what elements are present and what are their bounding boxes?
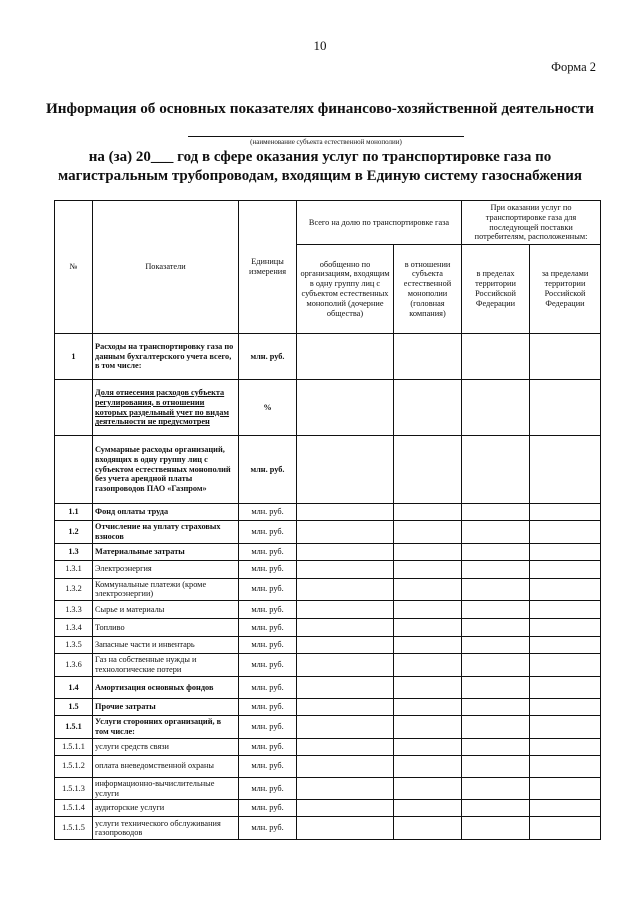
cell-aggregated[interactable] [297,619,394,637]
cell-within-rf[interactable] [462,436,530,504]
row-unit: млн. руб. [239,560,297,578]
row-indicator: Суммарные расходы организаций, входящих в одну группу лиц с субъектом естественных монополий без учета арендной платы газопроводов ПАО «Газпром» [93,436,239,504]
cell-outside-rf[interactable] [530,504,601,521]
row-number: 1.3.6 [55,654,93,677]
table-row [55,578,601,601]
row-number: 1.5.1.4 [55,800,93,817]
cell-outside-rf[interactable] [530,755,601,777]
cell-within-rf[interactable] [462,738,530,755]
row-unit: млн. руб. [239,637,297,654]
cell-regarding-entity[interactable] [394,755,462,777]
row-number: 1.3.3 [55,601,93,619]
header-within-rf: в пределах территории Российской Федерации [462,245,530,334]
cell-within-rf[interactable] [462,817,530,840]
table-row [55,755,601,777]
row-indicator: услуги технического обслуживания газопроводов [93,817,239,840]
cell-within-rf[interactable] [462,560,530,578]
row-number: 1.4 [55,677,93,699]
indicators-table [54,200,601,840]
cell-outside-rf[interactable] [530,716,601,739]
header-num: № [55,201,93,334]
cell-regarding-entity[interactable] [394,380,462,436]
row-number [55,436,93,504]
header-units: Единицы измерения [239,201,297,334]
table-row [55,699,601,716]
row-unit: млн. руб. [239,800,297,817]
row-indicator: Прочие затраты [93,699,239,716]
cell-aggregated[interactable] [297,601,394,619]
cell-outside-rf[interactable] [530,543,601,560]
cell-aggregated[interactable] [297,436,394,504]
row-number: 1.3.5 [55,637,93,654]
cell-aggregated[interactable] [297,560,394,578]
cell-within-rf[interactable] [462,619,530,637]
cell-within-rf[interactable] [462,755,530,777]
row-indicator: услуги средств связи [93,738,239,755]
cell-regarding-entity[interactable] [394,543,462,560]
cell-outside-rf[interactable] [530,699,601,716]
row-number: 1.5.1.5 [55,817,93,840]
row-indicator: аудиторские услуги [93,800,239,817]
table-row [55,637,601,654]
table-row [55,334,601,380]
subtitle-line-1: на (за) 20___ год в сфере оказания услуг по транспортировке газа по [88,149,552,165]
cell-outside-rf[interactable] [530,777,601,800]
row-indicator: оплата вневедомственной охраны [93,755,239,777]
row-number: 1.5 [55,699,93,716]
row-number: 1.5.1.2 [55,755,93,777]
table-row [55,738,601,755]
cell-regarding-entity[interactable] [394,800,462,817]
row-unit: млн. руб. [239,334,297,380]
row-number: 1.2 [55,521,93,544]
row-unit: млн. руб. [239,504,297,521]
row-unit: % [239,380,297,436]
table-row [55,654,601,677]
row-unit: млн. руб. [239,654,297,677]
table-row [55,436,601,504]
cell-within-rf[interactable] [462,716,530,739]
row-unit: млн. руб. [239,755,297,777]
row-unit: млн. руб. [239,738,297,755]
cell-aggregated[interactable] [297,578,394,601]
subtitle-line-2: магистральным трубопроводам, входящим в Единую систему газоснабжения [57,168,583,184]
row-number: 1.3.4 [55,619,93,637]
cell-regarding-entity[interactable] [394,619,462,637]
cell-regarding-entity[interactable] [394,699,462,716]
row-unit: млн. руб. [239,619,297,637]
header-aggregated: обобщенно по организациям, входящим в одну группу лиц с субъектом естественных монополий (дочерние общества) [297,245,394,334]
table-row [55,777,601,800]
cell-within-rf[interactable] [462,699,530,716]
cell-aggregated[interactable] [297,654,394,677]
cell-regarding-entity[interactable] [394,560,462,578]
entity-name-line [188,136,464,137]
row-indicator: информационно-вычислительные услуги [93,777,239,800]
cell-aggregated[interactable] [297,677,394,699]
cell-outside-rf[interactable] [530,380,601,436]
cell-regarding-entity[interactable] [394,578,462,601]
table-row [55,817,601,840]
row-number: 1.3.1 [55,560,93,578]
form-label: Форма 2 [551,60,596,74]
table-header [55,201,601,334]
table-body [55,334,601,840]
cell-within-rf[interactable] [462,637,530,654]
table-row [55,800,601,817]
row-indicator: Сырье и материалы [93,601,239,619]
row-number: 1.5.1.1 [55,738,93,755]
cell-aggregated[interactable] [297,738,394,755]
cell-regarding-entity[interactable] [394,817,462,840]
row-indicator: Доля отнесения расходов субъекта регулирования, в отношении которых раздельный учет по видам деятельности не предусмотрен [93,380,239,436]
cell-outside-rf[interactable] [530,677,601,699]
cell-within-rf[interactable] [462,380,530,436]
row-unit: млн. руб. [239,521,297,544]
cell-outside-rf[interactable] [530,521,601,544]
cell-aggregated[interactable] [297,716,394,739]
cell-within-rf[interactable] [462,334,530,380]
cell-aggregated[interactable] [297,755,394,777]
cell-within-rf[interactable] [462,504,530,521]
cell-aggregated[interactable] [297,504,394,521]
cell-regarding-entity[interactable] [394,521,462,544]
row-indicator: Услуги сторонних организаций, в том числе: [93,716,239,739]
page-number: 10 [313,38,327,53]
row-indicator: Материальные затраты [93,543,239,560]
row-unit: млн. руб. [239,716,297,739]
row-unit: млн. руб. [239,677,297,699]
row-unit: млн. руб. [239,543,297,560]
cell-regarding-entity[interactable] [394,716,462,739]
row-indicator: Расходы на транспортировку газа по данным бухгалтерского учета всего, в том числе: [93,334,239,380]
cell-regarding-entity[interactable] [394,637,462,654]
cell-aggregated[interactable] [297,817,394,840]
cell-within-rf[interactable] [462,578,530,601]
cell-aggregated[interactable] [297,543,394,560]
row-number [55,380,93,436]
row-unit: млн. руб. [239,699,297,716]
row-indicator: Электроэнергия [93,560,239,578]
cell-regarding-entity[interactable] [394,738,462,755]
cell-outside-rf[interactable] [530,560,601,578]
cell-within-rf[interactable] [462,777,530,800]
cell-outside-rf[interactable] [530,334,601,380]
row-indicator: Амортизация основных фондов [93,677,239,699]
row-unit: млн. руб. [239,436,297,504]
cell-regarding-entity[interactable] [394,677,462,699]
cell-outside-rf[interactable] [530,619,601,637]
cell-outside-rf[interactable] [530,637,601,654]
cell-regarding-entity[interactable] [394,777,462,800]
cell-outside-rf[interactable] [530,436,601,504]
row-unit: млн. руб. [239,578,297,601]
row-indicator: Топливо [93,619,239,637]
entity-name-caption: (наименование субъекта естественной монополии) [250,138,402,146]
cell-aggregated[interactable] [297,380,394,436]
header-indicators: Показатели [93,201,239,334]
table-row [55,619,601,637]
header-supply-group: При оказании услуг по транспортировке газа для последующей поставки потребителям, расположенным: [462,201,601,245]
table-row [55,521,601,544]
document-subtitle [40,148,600,186]
row-indicator: Фонд оплаты труда [93,504,239,521]
cell-within-rf[interactable] [462,543,530,560]
row-unit: млн. руб. [239,817,297,840]
cell-within-rf[interactable] [462,654,530,677]
header-regarding-entity: в отношении субъекта естественной монополии (головная компания) [394,245,462,334]
cell-outside-rf[interactable] [530,654,601,677]
row-unit: млн. руб. [239,601,297,619]
row-indicator: Запасные части и инвентарь [93,637,239,654]
cell-outside-rf[interactable] [530,578,601,601]
row-indicator: Газ на собственные нужды и технологические потери [93,654,239,677]
row-number: 1.5.1 [55,716,93,739]
table-row [55,543,601,560]
header-outside-rf: за пределами территории Российской Федерации [530,245,601,334]
cell-regarding-entity[interactable] [394,654,462,677]
cell-aggregated[interactable] [297,699,394,716]
table-row [55,380,601,436]
cell-outside-rf[interactable] [530,601,601,619]
document-title: Информация об основных показателях финансово-хозяйственной деятельности [45,100,595,117]
row-number: 1.3 [55,543,93,560]
table-row [55,504,601,521]
cell-aggregated[interactable] [297,777,394,800]
cell-within-rf[interactable] [462,521,530,544]
row-unit: млн. руб. [239,777,297,800]
row-indicator: Отчисление на уплату страховых взносов [93,521,239,544]
cell-within-rf[interactable] [462,677,530,699]
row-number: 1.1 [55,504,93,521]
cell-regarding-entity[interactable] [394,504,462,521]
table-row [55,716,601,739]
table-row [55,560,601,578]
cell-aggregated[interactable] [297,521,394,544]
row-number: 1.5.1.3 [55,777,93,800]
row-number: 1.3.2 [55,578,93,601]
cell-within-rf[interactable] [462,800,530,817]
cell-aggregated[interactable] [297,637,394,654]
cell-regarding-entity[interactable] [394,601,462,619]
cell-aggregated[interactable] [297,334,394,380]
header-total-share: Всего на долю по транспортировке газа [297,201,462,245]
cell-regarding-entity[interactable] [394,436,462,504]
cell-within-rf[interactable] [462,601,530,619]
row-number: 1 [55,334,93,380]
table-row [55,601,601,619]
cell-regarding-entity[interactable] [394,334,462,380]
cell-outside-rf[interactable] [530,800,601,817]
row-indicator: Коммунальные платежи (кроме электроэнергии) [93,578,239,601]
cell-aggregated[interactable] [297,800,394,817]
table-row [55,677,601,699]
cell-outside-rf[interactable] [530,817,601,840]
cell-outside-rf[interactable] [530,738,601,755]
